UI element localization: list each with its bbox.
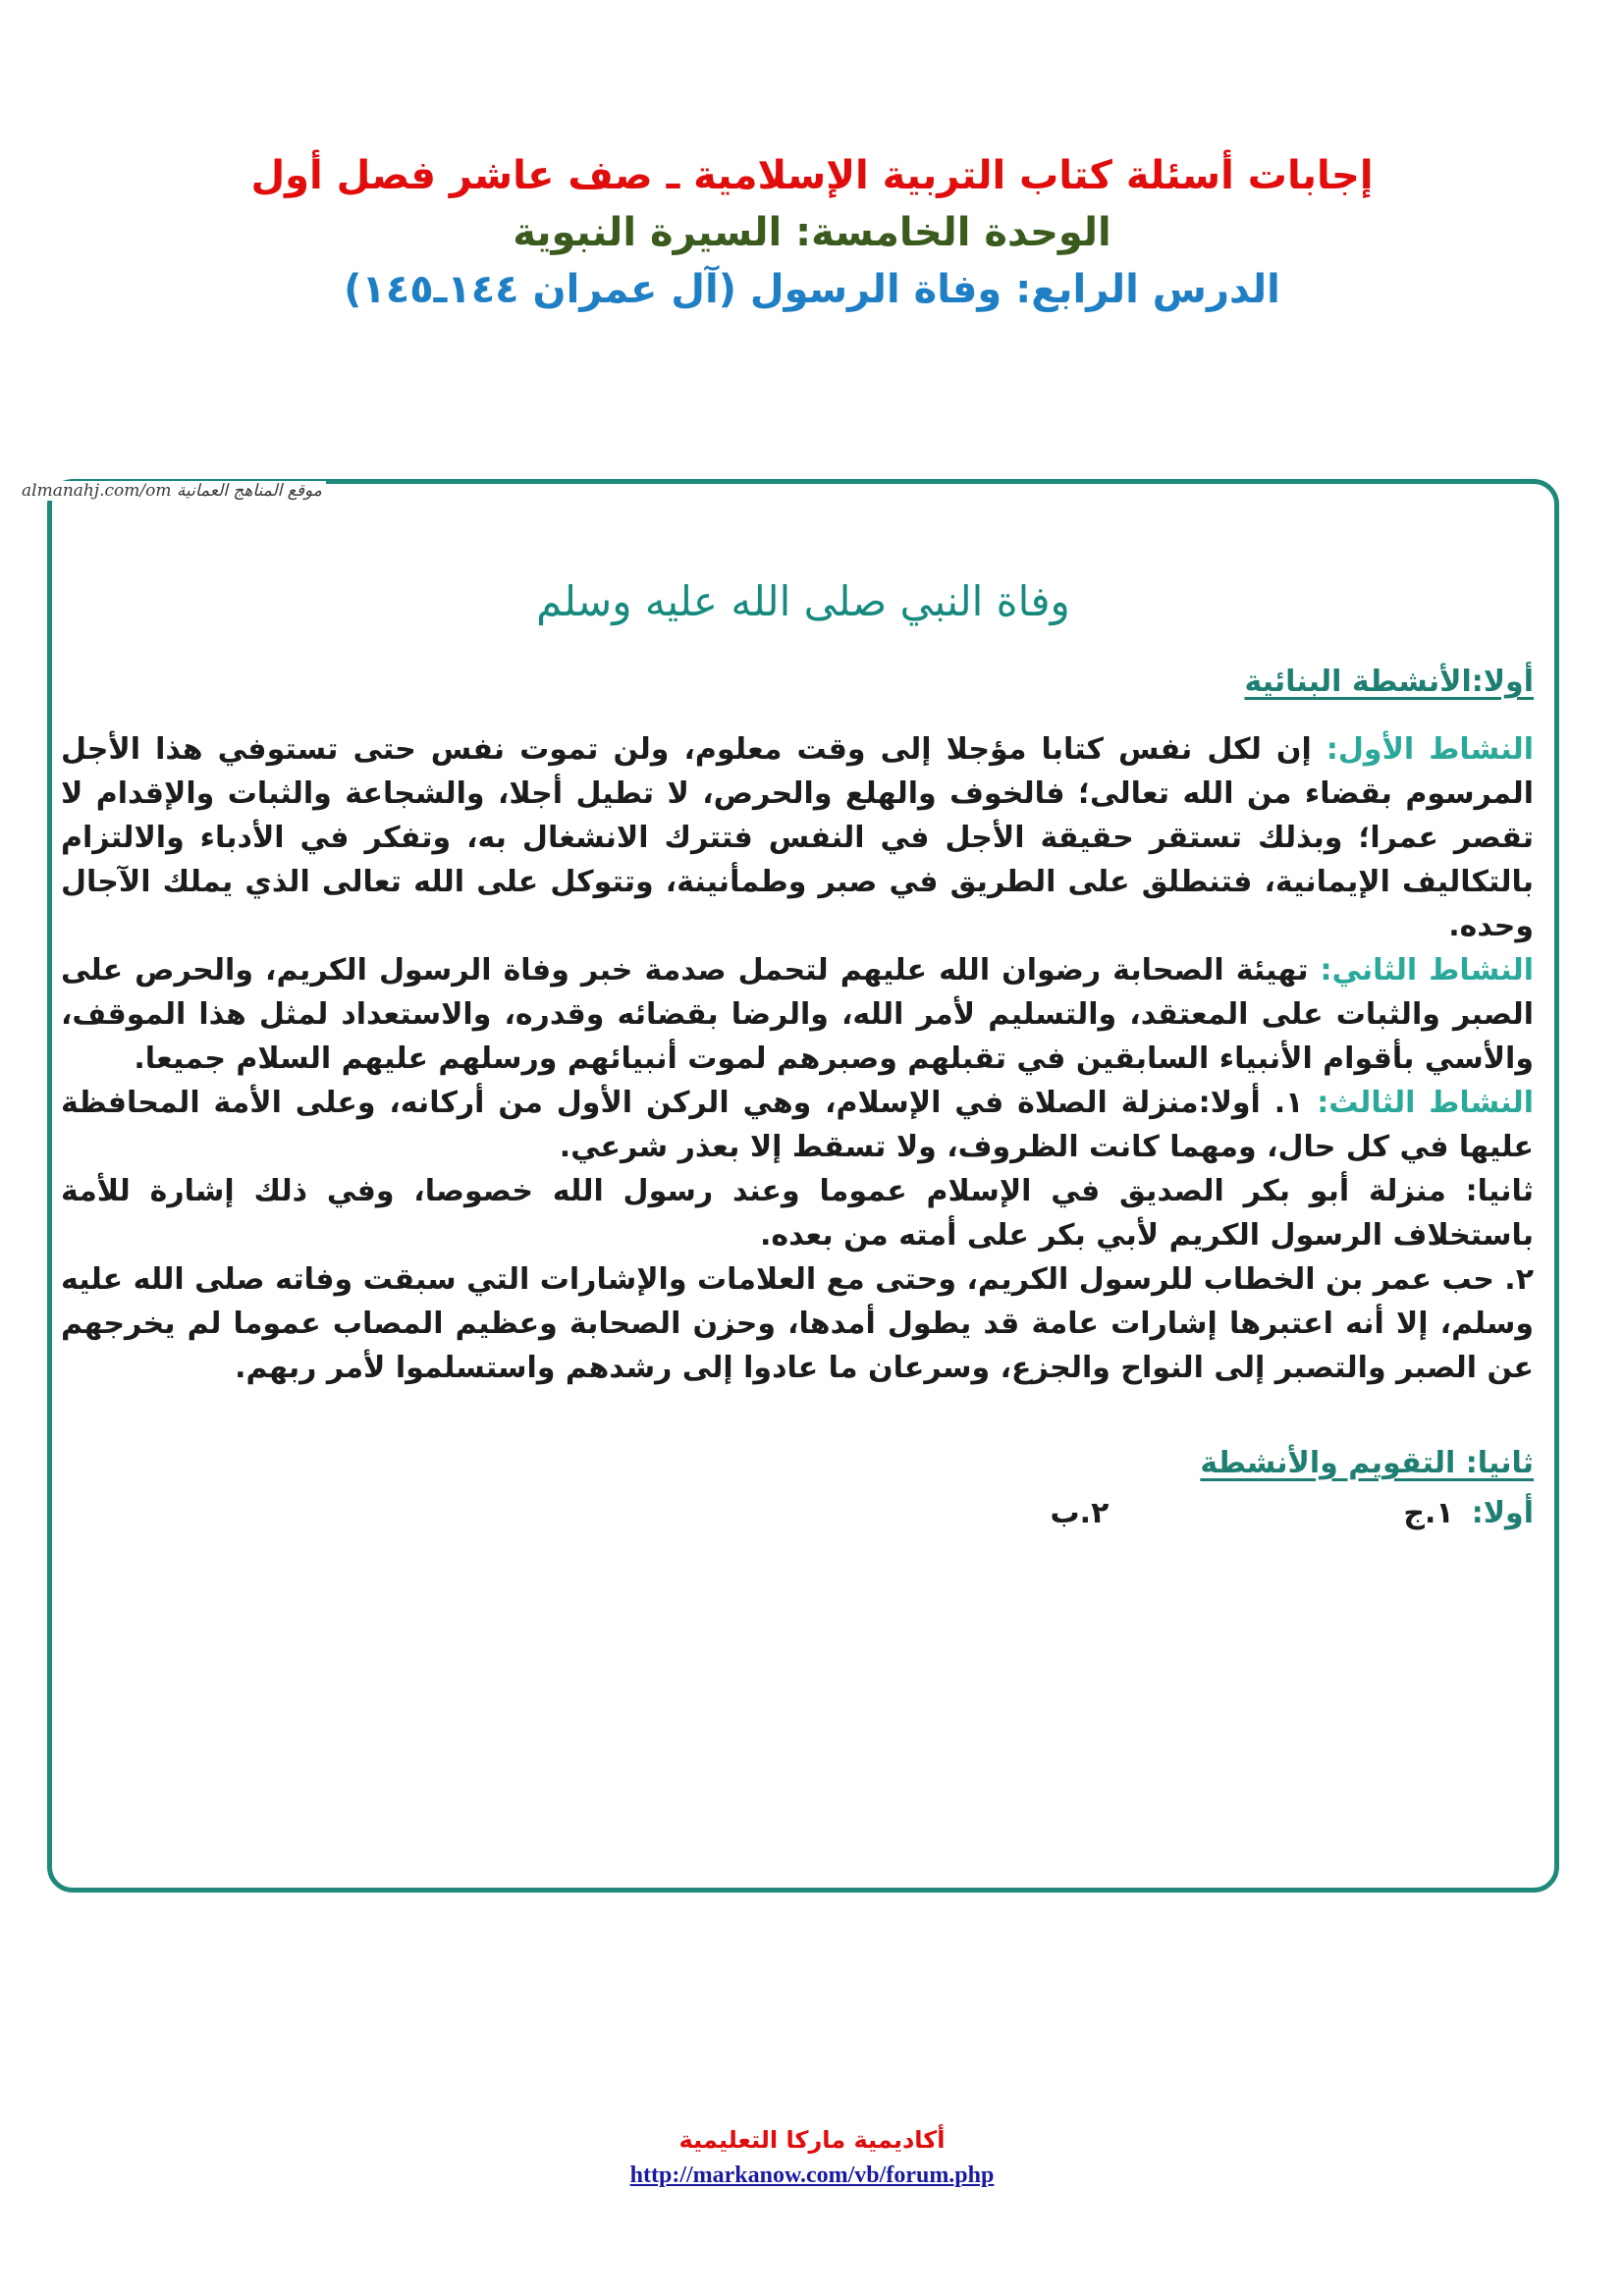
- site-watermark: almanahj.com/om موقع المناهج العمانية: [18, 481, 326, 501]
- activity-3-text: ١. أولا:منزلة الصلاة في الإسلام، وهي الركن الأول من أركانه، وعلى الأمة المحافظة عليها في كل حال، ومهما كانت الظروف، ولا تسقط إلا بعذر شرعي.: [61, 1086, 1534, 1164]
- activity-3-second: ثانيا: منزلة أبو بكر الصديق في الإسلام عموما وعند رسول الله خصوصا، وفي ذلك إشارة للأمة باستخلاف الرسول الكريم لأبي بكر على أمته من بعده.: [61, 1174, 1534, 1253]
- page-header: [0, 147, 1624, 318]
- activity-2: [61, 948, 1534, 1081]
- activity-1: [61, 727, 1534, 948]
- answer-2: ٢.ب: [1050, 1496, 1110, 1530]
- page-footer: [0, 2122, 1624, 2193]
- section-heading-constructive: أولا:الأنشطة البنائية: [1244, 665, 1534, 699]
- panel-title: وفاة النبي صلى الله عليه وسلم: [536, 577, 1070, 625]
- answers-row: [61, 1491, 1534, 1535]
- spacer: [61, 1390, 1534, 1441]
- activity-3-item-2: ٢. حب عمر بن الخطاب للرسول الكريم، وحتى مع العلامات والإشارات التي سبقت وفاته صلى الله عليه وسلم، إلا أنه اعتبرها إشارات عامة قد يطول أمدها، وحزن الصحابة وعظيم المصاب عموما لم يخرجهم عن الصبر والتصبر إلى النواح والجزع، وسرعان ما عادوا إلى رشدهم واستسلموا لأمر ربهم.: [61, 1262, 1534, 1385]
- footer-link[interactable]: http://markanow.com/vb/forum.php: [629, 2163, 995, 2188]
- activity-1-label: النشاط الأول:: [1326, 732, 1535, 767]
- panel-content: [61, 660, 1534, 1535]
- unit-title: الوحدة الخامسة: السيرة النبوية: [513, 210, 1111, 255]
- activity-2-text: تهيئة الصحابة رضوان الله عليهم لتحمل صدمة خبر وفاة الرسول الكريم، والحرص على الصبر والثبات على المعتقد، والتسليم لأمر الله، والرضا بقضائه وقدره، والاستعداد لمثل هذا الموقف، والأسي بأقوام الأنبياء السابقين في تقبلهم وصبرهم لموت أنبيائهم ورسلهم عليهم السلام جميعا.: [61, 953, 1534, 1076]
- answers-label: أولا:: [1471, 1496, 1534, 1530]
- activity-1-text: إن لكل نفس كتابا مؤجلا إلى وقت معلوم، ولن تموت نفس حتى تستوفي هذا الأجل المرسوم بقضاء من الله تعالى؛ فالخوف والهلع والحرص، لا تطيل أجلا، والشجاعة والثبات والإقدام لا تقصر عمرا؛ وبذلك تستقر حقيقة الأجل في النفس فتترك الانشغال به، وتفكر في الأدباء والالتزام بالتكاليف الإيمانية، فتنطلق على الطريق في صبر وطمأنينة، وتتوكل على الله تعالى الذي يملك الآجال وحده.: [61, 732, 1534, 943]
- lesson-title: الدرس الرابع: وفاة الرسول (آل عمران ١٤٤ـ١٤٥): [344, 267, 1280, 312]
- answer-1: ١.ج: [1403, 1496, 1454, 1530]
- document-title: إجابات أسئلة كتاب التربية الإسلامية ـ صف عاشر فصل أول: [250, 153, 1374, 198]
- activity-2-label: النشاط الثاني:: [1320, 953, 1535, 988]
- activity-3-label: النشاط الثالث:: [1317, 1086, 1534, 1120]
- activity-3: [61, 1081, 1534, 1169]
- footer-academy-name: أكاديمية ماركا التعليمية: [678, 2126, 946, 2154]
- section-heading-evaluation: ثانيا: التقويم والأنشطة: [1200, 1446, 1534, 1480]
